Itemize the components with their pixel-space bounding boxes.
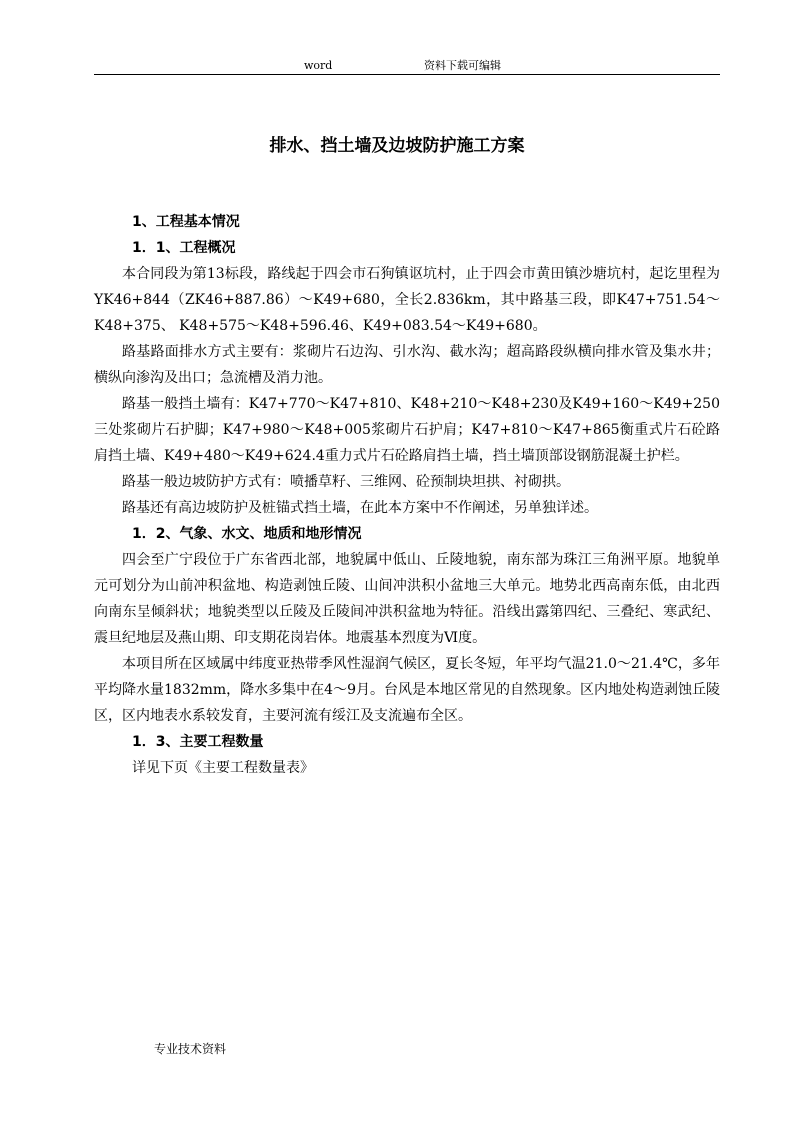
page-footer: 专业技术资料 (154, 1042, 227, 1056)
paragraph-quantity-reference: 详见下页《主要工程数量表》 (132, 760, 314, 776)
paragraph-high-slope: 路基还有高边坡防护及桩锚式挡土墙，在此本方案中不作阐述，另单独详述。 (122, 500, 598, 516)
document-title: 排水、挡土墙及边坡防护施工方案 (269, 136, 525, 156)
page-header (94, 58, 720, 75)
section-heading-1-2: 1．2、气象、水文、地质和地形情况 (132, 526, 362, 542)
section-heading-1: 1、工程基本情况 (132, 214, 240, 230)
paragraph-drainage: 路基路面排水方式主要有：浆砌片石边沟、引水沟、截水沟；超高路段纵横向排水管及集水井；横纵向渗沟及出口；急流槽及消力池。 (94, 344, 720, 386)
section-heading-1-1: 1．1、工程概况 (132, 240, 236, 256)
header-right-text: 资料下载可编辑 (424, 59, 501, 72)
document-body (94, 209, 720, 781)
section-heading-1-3: 1．3、主要工程数量 (132, 734, 264, 750)
paragraph-retaining-wall: 路基一般挡土墙有：K47+770～K47+810、K48+210～K48+230及K49+160～K49+250三处浆砌片石护脚；K47+980～K48+005浆砌片石护肩；K47+810～K47+865衡重式片石砼路肩挡土墙、K49+480～K49+624.4重力式片石砼路肩挡土墙，挡土墙顶部设钢筋混凝土护栏。 (94, 396, 720, 464)
paragraph-project-overview: 本合同段为第13标段，路线起于四会市石狗镇讴坑村，止于四会市黄田镇沙塘坑村，起讫里程为YK46+844（ZK46+887.86）～K49+680，全长2.836km，其中路基三段，即K47+751.54～K48+375、 K48+575～K48+596.46、K49+083.54～K49+680。 (94, 266, 720, 334)
paragraph-climate: 本项目所在区域属中纬度亚热带季风性湿润气候区，夏长冬短，年平均气温21.0～21.4℃，多年平均降水量1832mm，降水多集中在4～9月。台风是本地区常见的自然现象。区内地处构造剥蚀丘陵区，区内地表水系较发育，主要河流有绥江及支流遍布全区。 (94, 656, 720, 724)
paragraph-slope-protection: 路基一般边坡防护方式有：喷播草籽、三维网、砼预制块坦拱、衬砌拱。 (122, 474, 570, 490)
paragraph-geology: 四会至广宁段位于广东省西北部，地貌属中低山、丘陵地貌，南东部为珠江三角洲平原。地貌单元可划分为山前冲积盆地、构造剥蚀丘陵、山间冲洪积小盆地三大单元。地势北西高南东低，由北西向南东呈倾斜状；地貌类型以丘陵及丘陵间冲洪积盆地为特征。沿线出露第四纪、三叠纪、寒武纪、震旦纪地层及燕山期、印支期花岗岩体。地震基本烈度为Ⅵ度。 (94, 552, 720, 646)
header-left-text: word (304, 59, 333, 72)
